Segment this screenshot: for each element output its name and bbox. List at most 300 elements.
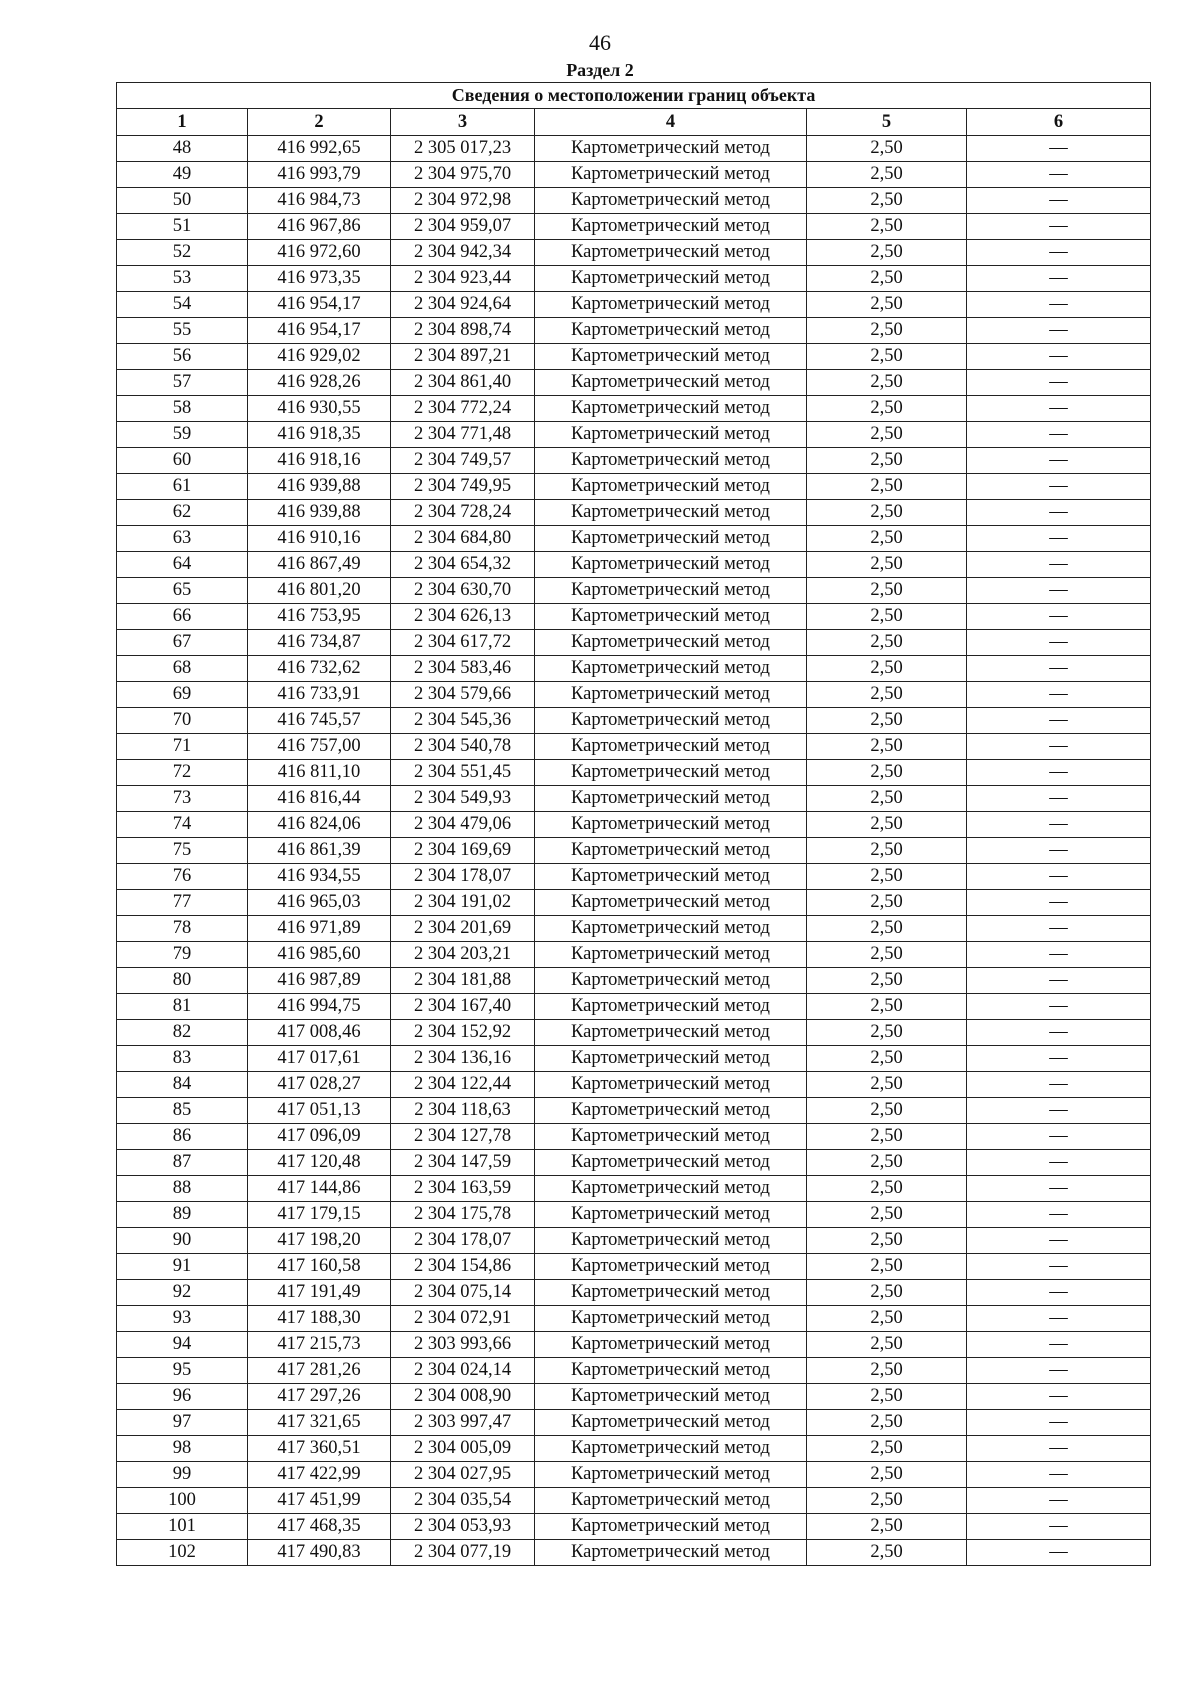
y-coordinate-cell: 2 304 630,70 [391,578,535,604]
description-cell: — [967,240,1151,266]
accuracy-cell: 2,50 [807,604,967,630]
description-cell: — [967,1124,1151,1150]
method-cell: Картометрический метод [535,1072,807,1098]
description-cell: — [967,968,1151,994]
y-coordinate-cell: 2 304 626,13 [391,604,535,630]
method-cell: Картометрический метод [535,1514,807,1540]
accuracy-cell: 2,50 [807,1228,967,1254]
x-coordinate-cell: 417 017,61 [248,1046,391,1072]
accuracy-cell: 2,50 [807,1202,967,1228]
accuracy-cell: 2,50 [807,1306,967,1332]
point-number-cell: 92 [117,1280,248,1306]
table-row [117,1020,1151,1046]
method-cell: Картометрический метод [535,1384,807,1410]
description-cell: — [967,1540,1151,1566]
point-number-cell: 86 [117,1124,248,1150]
accuracy-cell: 2,50 [807,1462,967,1488]
description-cell: — [967,786,1151,812]
x-coordinate-cell: 416 745,57 [248,708,391,734]
point-number-cell: 89 [117,1202,248,1228]
table-row [117,734,1151,760]
point-number-cell: 52 [117,240,248,266]
method-cell: Картометрический метод [535,240,807,266]
accuracy-cell: 2,50 [807,396,967,422]
x-coordinate-cell: 417 468,35 [248,1514,391,1540]
x-coordinate-cell: 416 954,17 [248,318,391,344]
x-coordinate-cell: 417 297,26 [248,1384,391,1410]
method-cell: Картометрический метод [535,812,807,838]
point-number-cell: 90 [117,1228,248,1254]
y-coordinate-cell: 2 304 203,21 [391,942,535,968]
x-coordinate-cell: 417 160,58 [248,1254,391,1280]
method-cell: Картометрический метод [535,526,807,552]
description-cell: — [967,1332,1151,1358]
y-coordinate-cell: 2 304 122,44 [391,1072,535,1098]
table-row [117,838,1151,864]
description-cell: — [967,1228,1151,1254]
description-cell: — [967,1046,1151,1072]
accuracy-cell: 2,50 [807,994,967,1020]
accuracy-cell: 2,50 [807,890,967,916]
description-cell: — [967,1072,1151,1098]
x-coordinate-cell: 417 008,46 [248,1020,391,1046]
x-coordinate-cell: 417 215,73 [248,1332,391,1358]
accuracy-cell: 2,50 [807,266,967,292]
accuracy-cell: 2,50 [807,292,967,318]
point-number-cell: 78 [117,916,248,942]
description-cell: — [967,1098,1151,1124]
y-coordinate-cell: 2 304 684,80 [391,526,535,552]
y-coordinate-cell: 2 304 024,14 [391,1358,535,1384]
x-coordinate-cell: 416 971,89 [248,916,391,942]
method-cell: Картометрический метод [535,604,807,630]
point-number-cell: 56 [117,344,248,370]
method-cell: Картометрический метод [535,136,807,162]
x-coordinate-cell: 417 360,51 [248,1436,391,1462]
method-cell: Картометрический метод [535,266,807,292]
description-cell: — [967,1514,1151,1540]
table-row [117,760,1151,786]
table-row [117,1176,1151,1202]
point-number-cell: 99 [117,1462,248,1488]
y-coordinate-cell: 2 304 154,86 [391,1254,535,1280]
x-coordinate-cell: 417 422,99 [248,1462,391,1488]
y-coordinate-cell: 2 304 181,88 [391,968,535,994]
method-cell: Картометрический метод [535,708,807,734]
accuracy-cell: 2,50 [807,552,967,578]
method-cell: Картометрический метод [535,968,807,994]
table-row [117,344,1151,370]
method-cell: Картометрический метод [535,1358,807,1384]
method-cell: Картометрический метод [535,734,807,760]
y-coordinate-cell: 2 304 923,44 [391,266,535,292]
table-row [117,396,1151,422]
method-cell: Картометрический метод [535,890,807,916]
table-row [117,188,1151,214]
accuracy-cell: 2,50 [807,630,967,656]
x-coordinate-cell: 417 120,48 [248,1150,391,1176]
table-row [117,1150,1151,1176]
method-cell: Картометрический метод [535,864,807,890]
method-cell: Картометрический метод [535,1488,807,1514]
description-cell: — [967,1254,1151,1280]
y-coordinate-cell: 2 304 035,54 [391,1488,535,1514]
description-cell: — [967,1020,1151,1046]
method-cell: Картометрический метод [535,1046,807,1072]
y-coordinate-cell: 2 304 178,07 [391,864,535,890]
column-header: 4 [535,109,807,136]
y-coordinate-cell: 2 304 579,66 [391,682,535,708]
method-cell: Картометрический метод [535,1098,807,1124]
x-coordinate-cell: 417 144,86 [248,1176,391,1202]
table-body [117,136,1151,1566]
x-coordinate-cell: 416 757,00 [248,734,391,760]
accuracy-cell: 2,50 [807,1098,967,1124]
column-header: 3 [391,109,535,136]
y-coordinate-cell: 2 304 749,57 [391,448,535,474]
description-cell: — [967,1488,1151,1514]
table-row [117,1462,1151,1488]
point-number-cell: 101 [117,1514,248,1540]
method-cell: Картометрический метод [535,682,807,708]
accuracy-cell: 2,50 [807,240,967,266]
y-coordinate-cell: 2 304 008,90 [391,1384,535,1410]
point-number-cell: 73 [117,786,248,812]
table-row [117,682,1151,708]
x-coordinate-cell: 416 811,10 [248,760,391,786]
table-row [117,474,1151,500]
description-cell: — [967,916,1151,942]
point-number-cell: 49 [117,162,248,188]
x-coordinate-cell: 416 994,75 [248,994,391,1020]
point-number-cell: 61 [117,474,248,500]
y-coordinate-cell: 2 304 654,32 [391,552,535,578]
x-coordinate-cell: 417 096,09 [248,1124,391,1150]
table-row [117,890,1151,916]
x-coordinate-cell: 417 051,13 [248,1098,391,1124]
method-cell: Картометрический метод [535,1436,807,1462]
y-coordinate-cell: 2 304 959,07 [391,214,535,240]
description-cell: — [967,162,1151,188]
description-cell: — [967,214,1151,240]
description-cell: — [967,760,1151,786]
description-cell: — [967,708,1151,734]
point-number-cell: 96 [117,1384,248,1410]
accuracy-cell: 2,50 [807,474,967,500]
y-coordinate-cell: 2 304 617,72 [391,630,535,656]
description-cell: — [967,422,1151,448]
accuracy-cell: 2,50 [807,1280,967,1306]
description-cell: — [967,1202,1151,1228]
y-coordinate-cell: 2 304 027,95 [391,1462,535,1488]
description-cell: — [967,942,1151,968]
accuracy-cell: 2,50 [807,968,967,994]
method-cell: Картометрический метод [535,474,807,500]
table-row [117,604,1151,630]
x-coordinate-cell: 416 972,60 [248,240,391,266]
table-row [117,240,1151,266]
x-coordinate-cell: 416 861,39 [248,838,391,864]
method-cell: Картометрический метод [535,656,807,682]
accuracy-cell: 2,50 [807,188,967,214]
description-cell: — [967,266,1151,292]
y-coordinate-cell: 2 304 053,93 [391,1514,535,1540]
table-row [117,1280,1151,1306]
y-coordinate-cell: 2 304 549,93 [391,786,535,812]
method-cell: Картометрический метод [535,1332,807,1358]
column-header: 2 [248,109,391,136]
point-number-cell: 97 [117,1410,248,1436]
accuracy-cell: 2,50 [807,448,967,474]
y-coordinate-cell: 2 304 077,19 [391,1540,535,1566]
description-cell: — [967,1384,1151,1410]
method-cell: Картометрический метод [535,1020,807,1046]
method-cell: Картометрический метод [535,786,807,812]
accuracy-cell: 2,50 [807,864,967,890]
table-row [117,656,1151,682]
accuracy-cell: 2,50 [807,1176,967,1202]
table-row [117,1488,1151,1514]
description-cell: — [967,292,1151,318]
accuracy-cell: 2,50 [807,136,967,162]
y-coordinate-cell: 2 304 152,92 [391,1020,535,1046]
point-number-cell: 64 [117,552,248,578]
accuracy-cell: 2,50 [807,1410,967,1436]
accuracy-cell: 2,50 [807,526,967,552]
description-cell: — [967,890,1151,916]
table-row [117,578,1151,604]
x-coordinate-cell: 416 918,35 [248,422,391,448]
point-number-cell: 55 [117,318,248,344]
description-cell: — [967,1462,1151,1488]
x-coordinate-cell: 416 965,03 [248,890,391,916]
y-coordinate-cell: 2 304 898,74 [391,318,535,344]
description-cell: — [967,864,1151,890]
accuracy-cell: 2,50 [807,1436,967,1462]
y-coordinate-cell: 2 304 728,24 [391,500,535,526]
table-row [117,812,1151,838]
table-row [117,448,1151,474]
point-number-cell: 80 [117,968,248,994]
table-row [117,630,1151,656]
y-coordinate-cell: 2 304 167,40 [391,994,535,1020]
table-row [117,370,1151,396]
point-number-cell: 79 [117,942,248,968]
method-cell: Картометрический метод [535,162,807,188]
y-coordinate-cell: 2 303 997,47 [391,1410,535,1436]
y-coordinate-cell: 2 304 147,59 [391,1150,535,1176]
point-number-cell: 72 [117,760,248,786]
table-row [117,942,1151,968]
point-number-cell: 87 [117,1150,248,1176]
point-number-cell: 50 [117,188,248,214]
table-row [117,1124,1151,1150]
column-header: 5 [807,109,967,136]
column-header: 6 [967,109,1151,136]
point-number-cell: 59 [117,422,248,448]
description-cell: — [967,526,1151,552]
accuracy-cell: 2,50 [807,1514,967,1540]
accuracy-cell: 2,50 [807,812,967,838]
x-coordinate-cell: 416 928,26 [248,370,391,396]
accuracy-cell: 2,50 [807,1384,967,1410]
y-coordinate-cell: 2 304 178,07 [391,1228,535,1254]
description-cell: — [967,396,1151,422]
y-coordinate-cell: 2 304 972,98 [391,188,535,214]
description-cell: — [967,1436,1151,1462]
x-coordinate-cell: 417 281,26 [248,1358,391,1384]
accuracy-cell: 2,50 [807,786,967,812]
accuracy-cell: 2,50 [807,1254,967,1280]
accuracy-cell: 2,50 [807,708,967,734]
accuracy-cell: 2,50 [807,162,967,188]
point-number-cell: 60 [117,448,248,474]
x-coordinate-cell: 416 993,79 [248,162,391,188]
table-row [117,1202,1151,1228]
table-row [117,266,1151,292]
method-cell: Картометрический метод [535,838,807,864]
description-cell: — [967,1410,1151,1436]
method-cell: Картометрический метод [535,1228,807,1254]
point-number-cell: 66 [117,604,248,630]
y-coordinate-cell: 2 304 191,02 [391,890,535,916]
y-coordinate-cell: 2 304 136,16 [391,1046,535,1072]
point-number-cell: 74 [117,812,248,838]
point-number-cell: 62 [117,500,248,526]
boundary-coordinates-table [116,82,1151,1566]
accuracy-cell: 2,50 [807,1072,967,1098]
description-cell: — [967,682,1151,708]
section-title: Раздел 2 [566,60,634,80]
description-cell: — [967,1150,1151,1176]
x-coordinate-cell: 417 451,99 [248,1488,391,1514]
method-cell: Картометрический метод [535,578,807,604]
method-cell: Картометрический метод [535,1254,807,1280]
description-cell: — [967,994,1151,1020]
method-cell: Картометрический метод [535,1202,807,1228]
y-coordinate-cell: 2 304 127,78 [391,1124,535,1150]
accuracy-cell: 2,50 [807,578,967,604]
point-number-cell: 68 [117,656,248,682]
x-coordinate-cell: 416 824,06 [248,812,391,838]
table-row [117,552,1151,578]
x-coordinate-cell: 416 930,55 [248,396,391,422]
method-cell: Картометрический метод [535,1150,807,1176]
table-row [117,1228,1151,1254]
accuracy-cell: 2,50 [807,1020,967,1046]
point-number-cell: 98 [117,1436,248,1462]
point-number-cell: 76 [117,864,248,890]
table-row [117,214,1151,240]
method-cell: Картометрический метод [535,760,807,786]
accuracy-cell: 2,50 [807,1488,967,1514]
point-number-cell: 100 [117,1488,248,1514]
y-coordinate-cell: 2 304 118,63 [391,1098,535,1124]
description-cell: — [967,448,1151,474]
point-number-cell: 70 [117,708,248,734]
y-coordinate-cell: 2 304 583,46 [391,656,535,682]
point-number-cell: 95 [117,1358,248,1384]
accuracy-cell: 2,50 [807,760,967,786]
table-row [117,1046,1151,1072]
method-cell: Картометрический метод [535,396,807,422]
description-cell: — [967,1358,1151,1384]
accuracy-cell: 2,50 [807,656,967,682]
method-cell: Картометрический метод [535,1124,807,1150]
accuracy-cell: 2,50 [807,370,967,396]
table-row [117,292,1151,318]
point-number-cell: 94 [117,1332,248,1358]
table-row [117,1436,1151,1462]
y-coordinate-cell: 2 304 163,59 [391,1176,535,1202]
point-number-cell: 63 [117,526,248,552]
point-number-cell: 65 [117,578,248,604]
table-row [117,708,1151,734]
y-coordinate-cell: 2 304 479,06 [391,812,535,838]
description-cell: — [967,812,1151,838]
description-cell: — [967,500,1151,526]
accuracy-cell: 2,50 [807,1540,967,1566]
y-coordinate-cell: 2 304 201,69 [391,916,535,942]
method-cell: Картометрический метод [535,942,807,968]
table-row [117,162,1151,188]
point-number-cell: 83 [117,1046,248,1072]
accuracy-cell: 2,50 [807,1332,967,1358]
y-coordinate-cell: 2 304 975,70 [391,162,535,188]
accuracy-cell: 2,50 [807,422,967,448]
method-cell: Картометрический метод [535,422,807,448]
method-cell: Картометрический метод [535,552,807,578]
method-cell: Картометрический метод [535,630,807,656]
method-cell: Картометрический метод [535,448,807,474]
y-coordinate-cell: 2 304 772,24 [391,396,535,422]
method-cell: Картометрический метод [535,318,807,344]
accuracy-cell: 2,50 [807,1046,967,1072]
table-row [117,1306,1151,1332]
accuracy-cell: 2,50 [807,942,967,968]
x-coordinate-cell: 416 985,60 [248,942,391,968]
x-coordinate-cell: 416 987,89 [248,968,391,994]
method-cell: Картометрический метод [535,1462,807,1488]
method-cell: Картометрический метод [535,1540,807,1566]
method-cell: Картометрический метод [535,370,807,396]
x-coordinate-cell: 416 934,55 [248,864,391,890]
x-coordinate-cell: 417 179,15 [248,1202,391,1228]
method-cell: Картометрический метод [535,916,807,942]
x-coordinate-cell: 417 028,27 [248,1072,391,1098]
point-number-cell: 53 [117,266,248,292]
x-coordinate-cell: 416 939,88 [248,474,391,500]
column-header: 1 [117,109,248,136]
table-row [117,1332,1151,1358]
y-coordinate-cell: 2 304 897,21 [391,344,535,370]
accuracy-cell: 2,50 [807,344,967,370]
x-coordinate-cell: 416 733,91 [248,682,391,708]
description-cell: — [967,734,1151,760]
method-cell: Картометрический метод [535,344,807,370]
table-row [117,968,1151,994]
x-coordinate-cell: 416 753,95 [248,604,391,630]
y-coordinate-cell: 2 304 942,34 [391,240,535,266]
x-coordinate-cell: 416 954,17 [248,292,391,318]
table-row [117,1358,1151,1384]
point-number-cell: 58 [117,396,248,422]
description-cell: — [967,1306,1151,1332]
y-coordinate-cell: 2 304 005,09 [391,1436,535,1462]
x-coordinate-cell: 416 939,88 [248,500,391,526]
x-coordinate-cell: 416 984,73 [248,188,391,214]
y-coordinate-cell: 2 304 169,69 [391,838,535,864]
